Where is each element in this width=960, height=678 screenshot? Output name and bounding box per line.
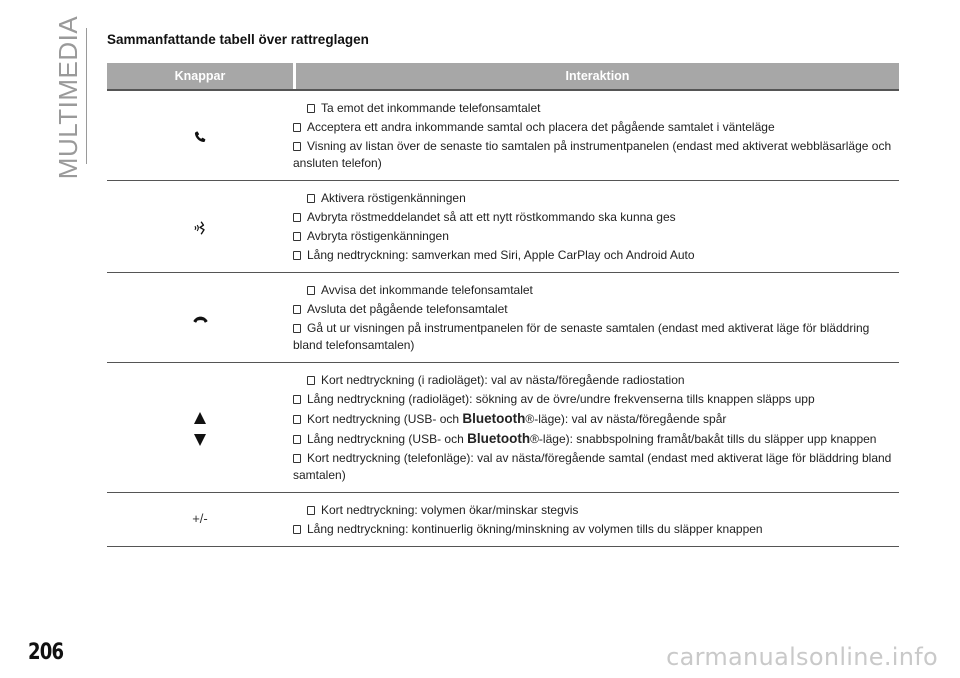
interaction-item <box>293 209 899 226</box>
item-text: Avbryta röstigenkänningen <box>307 229 449 243</box>
interaction-item <box>293 247 899 264</box>
key-cell <box>107 502 293 540</box>
interaction-item <box>293 521 899 538</box>
bluetooth-brand: Bluetooth <box>467 431 531 446</box>
interaction-cell <box>293 372 899 486</box>
controls-table <box>107 63 899 547</box>
arrow-down-icon <box>194 434 206 446</box>
item-text: Kort nedtryckning (telefonläge): val av nästa/föregående samtal (endast med aktiverat läge för bläddring bland samtalen) <box>293 451 892 482</box>
interaction-item <box>307 190 899 207</box>
header-buttons: Knappar <box>107 63 293 89</box>
checkbox-bullet-icon <box>307 506 315 515</box>
checkbox-bullet-icon <box>293 395 301 404</box>
interaction-item <box>293 138 899 172</box>
interaction-item <box>293 320 899 354</box>
item-text: Lång nedtryckning: kontinuerlig ökning/minskning av volymen tills du släpper knappen <box>307 522 763 536</box>
table-body <box>107 91 899 547</box>
side-divider <box>86 28 87 164</box>
interaction-item <box>293 119 899 136</box>
checkbox-bullet-icon <box>293 305 301 314</box>
checkbox-bullet-icon <box>307 104 315 113</box>
interaction-item <box>293 410 899 428</box>
item-text: Kort nedtryckning: volymen ökar/minskar stegvis <box>321 503 579 517</box>
interaction-item <box>293 391 899 408</box>
item-text: Kort nedtryckning (USB- och <box>307 412 463 426</box>
voice-command-icon <box>193 220 207 236</box>
item-text: Acceptera ett andra inkommande samtal och placera det pågående samtalet i vänteläge <box>307 120 775 134</box>
checkbox-bullet-icon <box>293 415 301 424</box>
checkbox-bullet-icon <box>307 194 315 203</box>
table-row <box>107 181 899 273</box>
checkbox-bullet-icon <box>293 213 301 222</box>
item-text: Gå ut ur visningen på instrumentpanelen för de senaste samtalen (endast med aktiverat läge för bläddring bland telefonsamtalen) <box>293 321 870 352</box>
page-title: Sammanfattande tabell över rattreglagen <box>107 32 369 47</box>
item-text: Lång nedtryckning (radioläget): sökning av de övre/undre frekvenserna tills knappen släpps upp <box>307 392 815 406</box>
interaction-item <box>293 430 899 448</box>
interaction-cell <box>293 100 899 174</box>
item-text: ®-läge): val av nästa/föregående spår <box>525 412 727 426</box>
checkbox-bullet-icon <box>293 454 301 463</box>
interaction-item <box>293 450 899 484</box>
phone-hangup-icon <box>193 315 208 324</box>
table-row <box>107 493 899 547</box>
interaction-item <box>293 228 899 245</box>
checkbox-bullet-icon <box>293 435 301 444</box>
key-cell <box>107 282 293 356</box>
page-number: 206 <box>28 640 64 665</box>
item-text: ®-läge): snabbspolning framåt/bakåt tills du släpper upp knappen <box>530 432 877 446</box>
interaction-cell <box>293 190 899 266</box>
key-cell <box>107 372 293 486</box>
interaction-item <box>307 100 899 117</box>
item-text: Lång nedtryckning (USB- och <box>307 432 468 446</box>
item-text: Avbryta röstmeddelandet så att ett nytt röstkommando ska kunna ges <box>307 210 676 224</box>
interaction-item <box>307 502 899 519</box>
item-text: Lång nedtryckning: samverkan med Siri, Apple CarPlay och Android Auto <box>307 248 695 262</box>
item-text: Avvisa det inkommande telefonsamtalet <box>321 283 533 297</box>
table-row <box>107 91 899 181</box>
item-text: Avsluta det pågående telefonsamtalet <box>307 302 508 316</box>
key-cell <box>107 190 293 266</box>
item-text: Aktivera röstigenkänningen <box>321 191 466 205</box>
checkbox-bullet-icon <box>293 232 301 241</box>
watermark: carmanualsonline.info <box>666 643 938 671</box>
item-text: Visning av listan över de senaste tio samtalen på instrumentpanelen (endast med aktiverat webbläsarläge och ansluten telefon) <box>293 139 892 170</box>
checkbox-bullet-icon <box>293 251 301 260</box>
checkbox-bullet-icon <box>307 376 315 385</box>
item-text: Ta emot det inkommande telefonsamtalet <box>321 101 541 115</box>
header-interaction: Interaktion <box>296 63 899 89</box>
item-text: Kort nedtryckning (i radioläget): val av nästa/föregående radiostation <box>321 373 685 387</box>
checkbox-bullet-icon <box>293 123 301 132</box>
bluetooth-brand: Bluetooth <box>462 411 526 426</box>
interaction-cell <box>293 502 899 540</box>
checkbox-bullet-icon <box>293 525 301 534</box>
interaction-item <box>293 301 899 318</box>
checkbox-bullet-icon <box>293 324 301 333</box>
table-row <box>107 363 899 493</box>
section-name: MULTIMEDIA <box>53 15 84 179</box>
table-header <box>107 63 899 91</box>
checkbox-bullet-icon <box>293 142 301 151</box>
table-row <box>107 273 899 363</box>
interaction-item <box>307 282 899 299</box>
arrow-up-icon <box>194 412 206 424</box>
interaction-item <box>307 372 899 389</box>
interaction-cell <box>293 282 899 356</box>
checkbox-bullet-icon <box>307 286 315 295</box>
plus-minus-label: +/- <box>192 510 208 526</box>
key-cell <box>107 100 293 174</box>
phone-answer-icon <box>193 130 207 144</box>
